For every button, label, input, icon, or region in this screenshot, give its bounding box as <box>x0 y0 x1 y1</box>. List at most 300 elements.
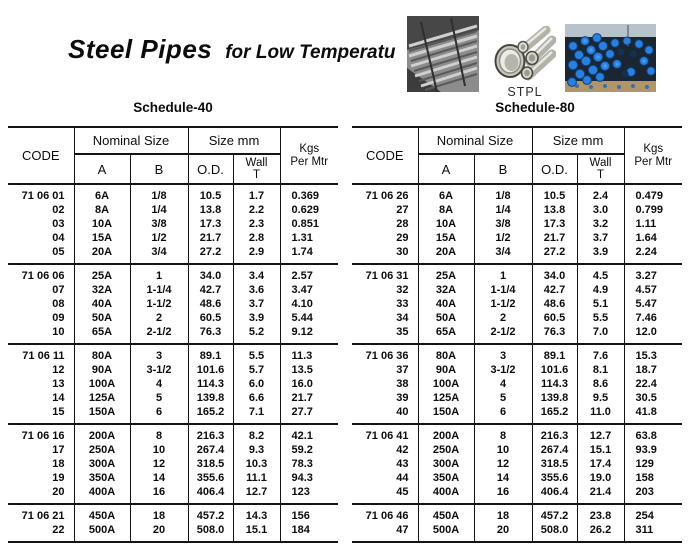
table-row <box>352 311 682 325</box>
kgs-cell: 254 <box>635 510 654 522</box>
b-cell: 14 <box>130 471 188 485</box>
code-cell: 28 <box>352 217 418 231</box>
code-cell: 71 06 31 <box>352 264 418 283</box>
table-row <box>352 325 682 344</box>
code-cell: 02 <box>8 203 74 217</box>
code-cell: 10 <box>8 325 74 344</box>
od-cell: 165.2 <box>188 405 233 424</box>
b-cell: 3/4 <box>474 245 532 264</box>
table-block <box>8 424 338 504</box>
code-cell: 44 <box>352 471 418 485</box>
kgs-cell: 5.47 <box>635 298 657 310</box>
code-cell: 15 <box>8 405 74 424</box>
od-column-header: O.D. <box>188 154 233 184</box>
a-cell: 300A <box>74 457 130 471</box>
page-title-row <box>68 34 396 65</box>
table-row <box>352 485 682 504</box>
steel-pipe-bundle-photo <box>494 26 556 85</box>
kgs-cell: 41.8 <box>635 406 657 418</box>
a-cell: 50A <box>74 311 130 325</box>
kgs-header-line2: Per Mtr <box>290 155 329 168</box>
kgs-cell: 184 <box>291 524 310 536</box>
table-row <box>352 264 682 283</box>
wall-cell: 5.1 <box>577 297 624 311</box>
code-cell: 29 <box>352 231 418 245</box>
b-cell: 18 <box>130 504 188 523</box>
kgs-cell: 27.7 <box>291 406 313 418</box>
wall-cell: 12.7 <box>233 485 280 504</box>
table-row <box>352 523 682 542</box>
code-cell: 17 <box>8 443 74 457</box>
code-cell: 39 <box>352 391 418 405</box>
od-cell: 60.5 <box>532 311 577 325</box>
wall-cell: 2.8 <box>233 231 280 245</box>
table-block <box>8 264 338 344</box>
table-header <box>8 127 338 184</box>
b-cell: 16 <box>130 485 188 504</box>
od-cell: 139.8 <box>532 391 577 405</box>
table-header <box>352 127 682 184</box>
a-cell: 125A <box>74 391 130 405</box>
code-cell: 19 <box>8 471 74 485</box>
wall-cell: 15.1 <box>577 443 624 457</box>
wall-cell: 7.6 <box>577 344 624 363</box>
table-block <box>352 184 682 264</box>
table-row <box>8 203 338 217</box>
kgs-header-line2: Per Mtr <box>634 155 673 168</box>
a-cell: 400A <box>418 485 474 504</box>
od-cell: 48.6 <box>188 297 233 311</box>
a-cell: 150A <box>418 405 474 424</box>
od-cell: 114.3 <box>188 377 233 391</box>
wall-cell: 15.1 <box>233 523 280 542</box>
code-cell: 71 06 01 <box>8 184 74 203</box>
table-row <box>8 485 338 504</box>
wall-cell: 2.4 <box>577 184 624 203</box>
b-cell: 3/8 <box>474 217 532 231</box>
b-cell: 1/2 <box>474 231 532 245</box>
code-cell: 34 <box>352 311 418 325</box>
b-cell: 5 <box>474 391 532 405</box>
kgs-cell: 311 <box>635 524 654 536</box>
b-cell: 3/4 <box>130 245 188 264</box>
a-cell: 32A <box>418 283 474 297</box>
b-column-header: B <box>130 154 188 184</box>
table-row <box>352 391 682 405</box>
table-block <box>352 504 682 542</box>
kgs-cell: 3.47 <box>291 284 313 296</box>
a-cell: 250A <box>74 443 130 457</box>
size-mm-header: Size mm <box>532 127 624 154</box>
code-cell: 08 <box>8 297 74 311</box>
b-cell: 1-1/2 <box>474 297 532 311</box>
table-row <box>8 344 338 363</box>
kgs-cell: 1.11 <box>635 218 657 230</box>
b-cell: 12 <box>474 457 532 471</box>
wall-cell: 4.5 <box>577 264 624 283</box>
table-row <box>8 325 338 344</box>
kgs-cell: 9.12 <box>291 326 313 338</box>
schedule-80-heading: Schedule-80 <box>495 100 575 115</box>
b-cell: 1-1/4 <box>474 283 532 297</box>
table-row <box>352 217 682 231</box>
b-cell: 1-1/2 <box>130 297 188 311</box>
a-cell: 20A <box>418 245 474 264</box>
wall-t-column-header <box>233 154 280 184</box>
table-block <box>8 184 338 264</box>
table-row <box>352 377 682 391</box>
wall-cell: 8.1 <box>577 363 624 377</box>
b-cell: 20 <box>474 523 532 542</box>
b-column-header: B <box>474 154 532 184</box>
b-cell: 1/4 <box>474 203 532 217</box>
od-cell: 101.6 <box>188 363 233 377</box>
od-cell: 267.4 <box>188 443 233 457</box>
a-cell: 100A <box>418 377 474 391</box>
od-cell: 406.4 <box>532 485 577 504</box>
wall-cell: 11.0 <box>577 405 624 424</box>
b-cell: 1/2 <box>130 231 188 245</box>
kgs-cell: 0.799 <box>635 204 664 216</box>
blue-pipes-photo <box>565 24 656 92</box>
b-cell: 3-1/2 <box>130 363 188 377</box>
code-cell: 13 <box>8 377 74 391</box>
wall-cell: 7.0 <box>577 325 624 344</box>
od-cell: 165.2 <box>532 405 577 424</box>
code-cell: 33 <box>352 297 418 311</box>
code-cell: 03 <box>8 217 74 231</box>
od-cell: 267.4 <box>532 443 577 457</box>
b-cell: 1/8 <box>130 184 188 203</box>
kgs-cell: 3.27 <box>635 270 657 282</box>
a-cell: 15A <box>74 231 130 245</box>
table-row <box>8 377 338 391</box>
kgs-cell: 123 <box>291 486 310 498</box>
kgs-cell: 22.4 <box>635 378 657 390</box>
od-cell: 508.0 <box>532 523 577 542</box>
wall-cell: 3.7 <box>577 231 624 245</box>
code-cell: 32 <box>352 283 418 297</box>
a-cell: 300A <box>418 457 474 471</box>
wall-cell: 3.4 <box>233 264 280 283</box>
a-cell: 40A <box>74 297 130 311</box>
od-cell: 318.5 <box>532 457 577 471</box>
code-cell: 71 06 26 <box>352 184 418 203</box>
kgs-cell: 4.10 <box>291 298 313 310</box>
wall-cell: 5.5 <box>233 344 280 363</box>
od-cell: 27.2 <box>188 245 233 264</box>
code-cell: 35 <box>352 325 418 344</box>
kgs-cell: 16.0 <box>291 378 313 390</box>
od-cell: 10.5 <box>532 184 577 203</box>
wall-cell: 3.7 <box>233 297 280 311</box>
wall-header-line1: Wall <box>245 156 268 169</box>
table-row <box>8 297 338 311</box>
od-cell: 42.7 <box>532 283 577 297</box>
page-subtitle: for Low Temperatu <box>225 42 396 63</box>
table-row <box>8 471 338 485</box>
table-row <box>352 443 682 457</box>
od-cell: 355.6 <box>188 471 233 485</box>
kgs-cell: 21.7 <box>291 392 313 404</box>
a-cell: 400A <box>74 485 130 504</box>
table-row <box>352 471 682 485</box>
b-cell: 8 <box>474 424 532 443</box>
table-row <box>352 184 682 203</box>
code-cell: 18 <box>8 457 74 471</box>
kgs-cell: 63.8 <box>635 430 657 442</box>
kgs-cell: 156 <box>291 510 310 522</box>
a-cell: 6A <box>74 184 130 203</box>
code-cell: 14 <box>8 391 74 405</box>
od-cell: 406.4 <box>188 485 233 504</box>
code-cell: 04 <box>8 231 74 245</box>
a-cell: 25A <box>418 264 474 283</box>
a-cell: 15A <box>418 231 474 245</box>
wall-t-column-header <box>577 154 624 184</box>
kgs-cell: 2.57 <box>291 270 313 282</box>
kgs-cell: 1.64 <box>635 232 657 244</box>
wall-cell: 11.1 <box>233 471 280 485</box>
kgs-cell: 203 <box>635 486 654 498</box>
a-cell: 65A <box>74 325 130 344</box>
code-cell: 71 06 46 <box>352 504 418 523</box>
b-cell: 4 <box>474 377 532 391</box>
table-block <box>8 344 338 424</box>
a-cell: 32A <box>74 283 130 297</box>
wall-cell: 5.7 <box>233 363 280 377</box>
b-cell: 2-1/2 <box>130 325 188 344</box>
b-cell: 16 <box>474 485 532 504</box>
b-cell: 6 <box>474 405 532 424</box>
table-block <box>352 264 682 344</box>
wall-cell: 2.9 <box>233 245 280 264</box>
code-cell: 71 06 11 <box>8 344 74 363</box>
a-cell: 500A <box>418 523 474 542</box>
table-block <box>352 424 682 504</box>
kgs-header-line1: Kgs <box>643 143 664 155</box>
wall-cell: 3.2 <box>577 217 624 231</box>
kgs-cell: 129 <box>635 458 654 470</box>
code-cell: 47 <box>352 523 418 542</box>
table-row <box>352 504 682 523</box>
od-cell: 114.3 <box>532 377 577 391</box>
wall-header-line2: T <box>596 169 605 181</box>
code-cell: 71 06 16 <box>8 424 74 443</box>
table-row <box>8 457 338 471</box>
code-cell: 71 06 36 <box>352 344 418 363</box>
a-cell: 50A <box>418 311 474 325</box>
od-cell: 216.3 <box>532 424 577 443</box>
kgs-cell: 12.0 <box>635 326 657 338</box>
b-cell: 10 <box>474 443 532 457</box>
schedule-40-table <box>8 126 338 543</box>
table-row <box>8 184 338 203</box>
page-title: Steel Pipes <box>68 34 213 64</box>
schedule-40-heading: Schedule-40 <box>133 100 213 115</box>
a-cell: 100A <box>74 377 130 391</box>
kgs-cell: 18.7 <box>635 364 657 376</box>
table-row <box>8 405 338 424</box>
a-cell: 500A <box>74 523 130 542</box>
table-row <box>352 405 682 424</box>
od-cell: 216.3 <box>188 424 233 443</box>
od-cell: 13.8 <box>532 203 577 217</box>
b-cell: 1/8 <box>474 184 532 203</box>
code-column-header: CODE <box>352 127 418 184</box>
kgs-per-mtr-header <box>280 127 338 184</box>
od-cell: 89.1 <box>188 344 233 363</box>
kgs-cell: 59.2 <box>291 444 313 456</box>
od-cell: 139.8 <box>188 391 233 405</box>
kgs-cell: 0.479 <box>635 190 664 202</box>
code-cell: 71 06 06 <box>8 264 74 283</box>
od-cell: 17.3 <box>532 217 577 231</box>
code-cell: 42 <box>352 443 418 457</box>
b-cell: 5 <box>130 391 188 405</box>
a-cell: 6A <box>418 184 474 203</box>
a-cell: 80A <box>418 344 474 363</box>
kgs-cell: 15.3 <box>635 350 657 362</box>
od-cell: 457.2 <box>188 504 233 523</box>
table-row <box>352 283 682 297</box>
a-cell: 125A <box>418 391 474 405</box>
nominal-size-header: Nominal Size <box>418 127 532 154</box>
b-cell: 18 <box>474 504 532 523</box>
od-cell: 60.5 <box>188 311 233 325</box>
od-cell: 318.5 <box>188 457 233 471</box>
wall-cell: 9.3 <box>233 443 280 457</box>
wall-cell: 2.3 <box>233 217 280 231</box>
od-cell: 76.3 <box>532 325 577 344</box>
a-cell: 90A <box>418 363 474 377</box>
wall-cell: 21.4 <box>577 485 624 504</box>
table-row <box>352 344 682 363</box>
photo-caption: STPL <box>507 85 543 99</box>
od-cell: 34.0 <box>532 264 577 283</box>
b-cell: 3 <box>474 344 532 363</box>
table-row <box>8 311 338 325</box>
kgs-cell: 1.31 <box>291 232 313 244</box>
wall-cell: 10.3 <box>233 457 280 471</box>
table-row <box>8 391 338 405</box>
wall-cell: 2.2 <box>233 203 280 217</box>
wall-cell: 3.6 <box>233 283 280 297</box>
kgs-cell: 7.46 <box>635 312 657 324</box>
b-cell: 3-1/2 <box>474 363 532 377</box>
wall-header-line2: T <box>252 169 261 181</box>
wall-cell: 1.7 <box>233 184 280 203</box>
kgs-cell: 0.629 <box>291 204 320 216</box>
table-row <box>8 504 338 523</box>
b-cell: 3/8 <box>130 217 188 231</box>
code-cell: 43 <box>352 457 418 471</box>
wall-cell: 23.8 <box>577 504 624 523</box>
b-cell: 2-1/2 <box>474 325 532 344</box>
wall-cell: 6.6 <box>233 391 280 405</box>
kgs-cell: 158 <box>635 472 654 484</box>
code-cell: 38 <box>352 377 418 391</box>
a-cell: 10A <box>418 217 474 231</box>
kgs-cell: 4.57 <box>635 284 657 296</box>
table-row <box>8 245 338 264</box>
table-row <box>352 203 682 217</box>
a-cell: 8A <box>74 203 130 217</box>
table-row <box>8 283 338 297</box>
table-row <box>8 424 338 443</box>
wall-cell: 9.5 <box>577 391 624 405</box>
table-row <box>352 457 682 471</box>
od-cell: 17.3 <box>188 217 233 231</box>
od-cell: 34.0 <box>188 264 233 283</box>
wall-header-line1: Wall <box>589 156 612 169</box>
a-cell: 25A <box>74 264 130 283</box>
wall-cell: 6.0 <box>233 377 280 391</box>
code-cell: 05 <box>8 245 74 264</box>
table-block <box>8 504 338 542</box>
b-cell: 6 <box>130 405 188 424</box>
a-column-header: A <box>418 154 474 184</box>
code-cell: 71 06 21 <box>8 504 74 523</box>
grayscale-pipes-photo <box>407 16 479 92</box>
wall-cell: 17.4 <box>577 457 624 471</box>
b-cell: 1 <box>130 264 188 283</box>
wall-cell: 3.9 <box>577 245 624 264</box>
b-cell: 3 <box>130 344 188 363</box>
a-cell: 450A <box>74 504 130 523</box>
a-cell: 20A <box>74 245 130 264</box>
code-cell: 71 06 41 <box>352 424 418 443</box>
kgs-cell: 42.1 <box>291 430 313 442</box>
code-cell: 20 <box>8 485 74 504</box>
od-cell: 89.1 <box>532 344 577 363</box>
table-row <box>8 363 338 377</box>
a-cell: 200A <box>418 424 474 443</box>
a-cell: 150A <box>74 405 130 424</box>
b-cell: 20 <box>130 523 188 542</box>
a-cell: 90A <box>74 363 130 377</box>
od-column-header: O.D. <box>532 154 577 184</box>
code-cell: 37 <box>352 363 418 377</box>
table-row <box>8 217 338 231</box>
table-row <box>352 231 682 245</box>
table-row <box>8 443 338 457</box>
od-cell: 27.2 <box>532 245 577 264</box>
kgs-cell: 11.3 <box>291 350 313 362</box>
table-row <box>8 264 338 283</box>
wall-cell: 8.2 <box>233 424 280 443</box>
wall-cell: 5.5 <box>577 311 624 325</box>
code-cell: 45 <box>352 485 418 504</box>
code-cell: 22 <box>8 523 74 542</box>
kgs-cell: 0.369 <box>291 190 320 202</box>
code-cell: 12 <box>8 363 74 377</box>
code-column-header: CODE <box>8 127 74 184</box>
od-cell: 355.6 <box>532 471 577 485</box>
kgs-cell: 0.851 <box>291 218 320 230</box>
wall-cell: 7.1 <box>233 405 280 424</box>
kgs-cell: 2.24 <box>635 246 657 258</box>
b-cell: 1 <box>474 264 532 283</box>
a-cell: 40A <box>418 297 474 311</box>
kgs-cell: 94.3 <box>291 472 313 484</box>
wall-cell: 5.2 <box>233 325 280 344</box>
a-cell: 65A <box>418 325 474 344</box>
kgs-cell: 30.5 <box>635 392 657 404</box>
wall-cell: 26.2 <box>577 523 624 542</box>
a-cell: 80A <box>74 344 130 363</box>
kgs-cell: 93.9 <box>635 444 657 456</box>
